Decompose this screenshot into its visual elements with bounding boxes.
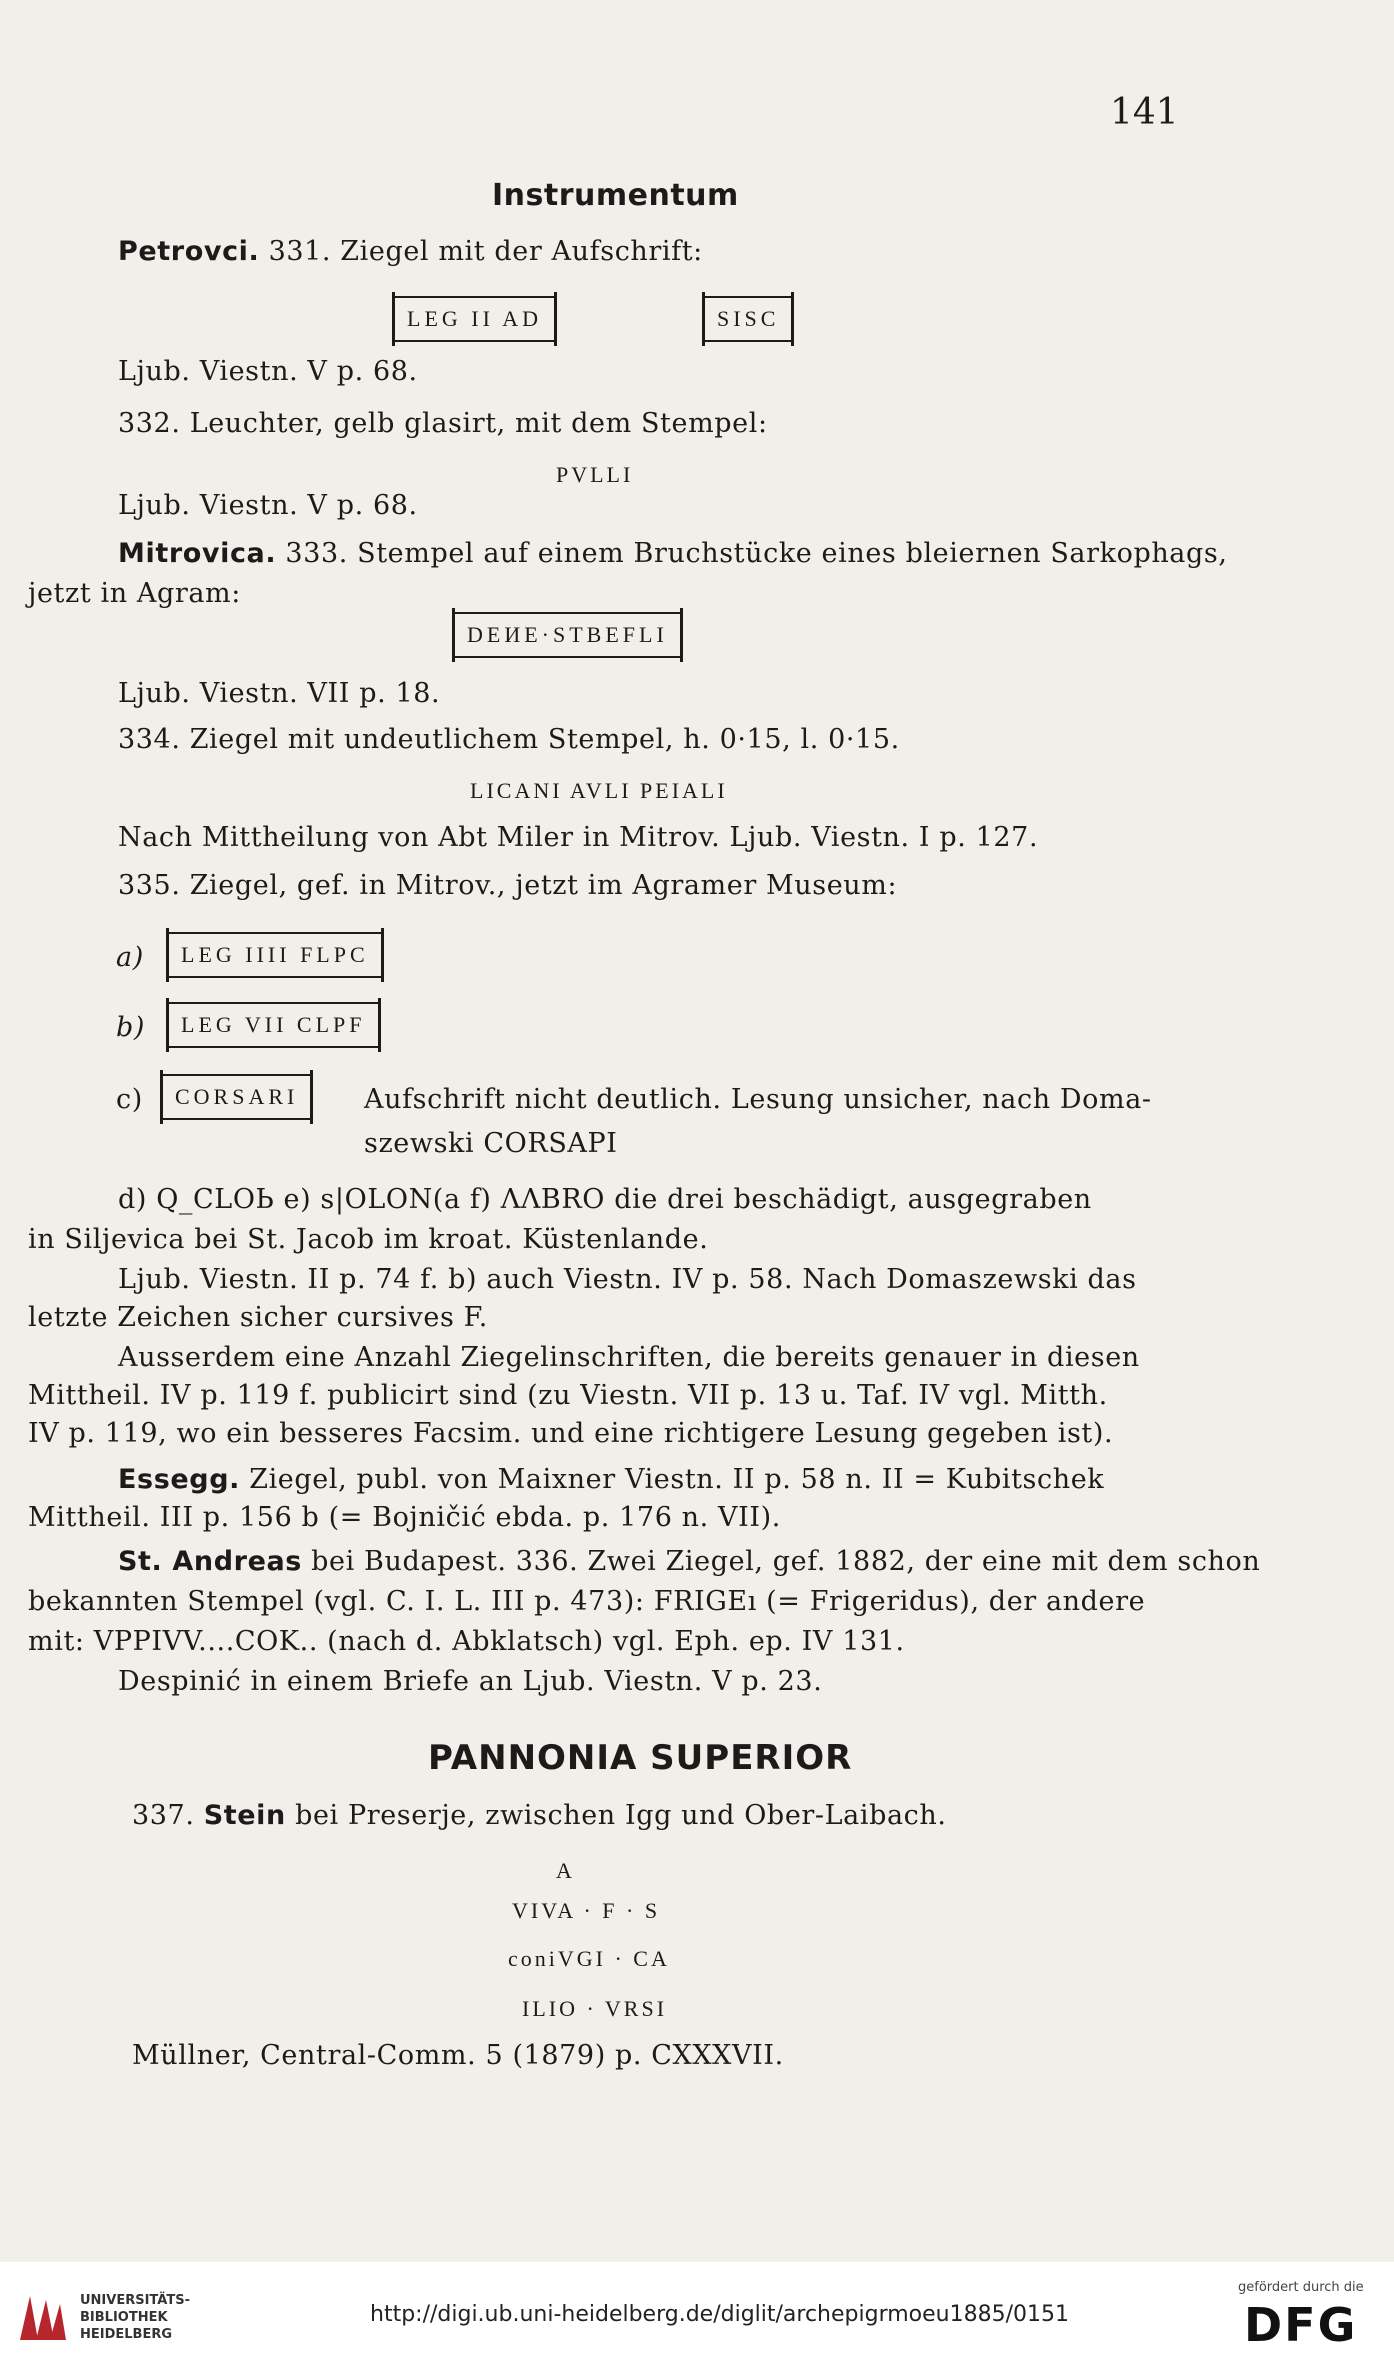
- text-line: Ljub. Viestn. V p. 68.: [118, 490, 418, 521]
- section-title: Instrumentum: [492, 178, 739, 213]
- text-line: IV p. 119, wo ein besseres Facsim. und eine richtigere Lesung gegeben ist).: [28, 1418, 1114, 1449]
- text-line: szewski CORSAPI: [364, 1128, 618, 1159]
- stamp-inscription: SISC: [702, 292, 794, 346]
- page-number: 141: [1110, 92, 1179, 133]
- stamp-inscription: LEG II AD: [392, 292, 557, 346]
- place-heading: Essegg.: [118, 1464, 241, 1495]
- text-line: jetzt in Agram:: [28, 578, 241, 609]
- text-line: Ausserdem eine Anzahl Ziegelinschriften, die bereits genauer in diesen: [118, 1342, 1140, 1373]
- item-label: a): [116, 942, 144, 973]
- text-line: 333. Stempel auf einem Bruchstücke eines bleiernen Sarkophags,: [285, 538, 1228, 569]
- text-line: in Siljevica bei St. Jacob im kroat. Küstenlande.: [28, 1224, 709, 1255]
- library-name: UNIVERSITÄTS- BIBLIOTHEK HEIDELBERG: [80, 2293, 190, 2342]
- permalink-link[interactable]: http://digi.ub.uni-heidelberg.de/diglit/archepigrmoeu1885/0151: [370, 2302, 1069, 2327]
- entry-essegg: [118, 1464, 1104, 1495]
- stamp-inscription: LEG IIII FLPC: [166, 928, 384, 982]
- place-heading: Stein: [203, 1800, 286, 1831]
- text-line: Mittheil. IV p. 119 f. publicirt sind (zu Viestn. VII p. 13 u. Taf. IV vgl. Mitth.: [28, 1380, 1108, 1411]
- entry-337: [132, 1800, 947, 1831]
- place-heading: Petrovci.: [118, 236, 260, 267]
- inscription-line: VIVA · F · S: [512, 1898, 661, 1923]
- text-line: Aufschrift nicht deutlich. Lesung unsicher, nach Doma-: [364, 1084, 1152, 1115]
- inscription-line: A: [556, 1858, 575, 1883]
- item-label: b): [116, 1012, 146, 1043]
- place-heading: Mitrovica.: [118, 538, 277, 569]
- inscription-line: ILIO · VRSI: [522, 1996, 668, 2021]
- text-line: mit: VPPIVV....COK.. (nach d. Abklatsch) vgl. Eph. ep. IV 131.: [28, 1626, 905, 1657]
- entry-333: [118, 538, 1228, 569]
- text-line: 332. Leuchter, gelb glasirt, mit dem Stempel:: [118, 408, 768, 439]
- stamp-inscription: DEИE·STBEFLI: [452, 608, 683, 662]
- stamp-inscription: LEG VII CLPF: [166, 998, 381, 1052]
- inscription-line: PVLLI: [556, 462, 634, 487]
- funding-note: gefördert durch die: [1238, 2280, 1364, 2295]
- inscription-line: LICANI AVLI PEIALI: [470, 778, 728, 803]
- section-heading: PANNONIA SUPERIOR: [428, 1738, 853, 1778]
- place-heading: St. Andreas: [118, 1546, 302, 1577]
- entry-number: 337.: [132, 1800, 195, 1831]
- text-line: Ljub. Viestn. V p. 68.: [118, 356, 418, 387]
- text-line: Ljub. Viestn. VII p. 18.: [118, 678, 441, 709]
- text-line: Mittheil. III p. 156 b (= Bojničić ebda. p. 176 n. VII).: [28, 1502, 781, 1533]
- entry-336: [118, 1546, 1260, 1577]
- text-line: 335. Ziegel, gef. in Mitrov., jetzt im Agramer Museum:: [118, 870, 898, 901]
- dfg-logo: DFG: [1244, 2298, 1358, 2352]
- text-line: bei Preserje, zwischen Igg und Ober-Laibach.: [295, 1800, 947, 1831]
- stamp-inscription: CORSARI: [160, 1070, 313, 1124]
- text-line: Ziegel, publ. von Maixner Viestn. II p. 58 n. II = Kubitschek: [249, 1464, 1105, 1495]
- viewer-footer: [0, 2262, 1394, 2361]
- text-line: Ljub. Viestn. II p. 74 f. b) auch Viestn. IV p. 58. Nach Domaszewski das: [118, 1264, 1137, 1295]
- entry-331: [118, 236, 703, 267]
- text-line: Despinić in einem Briefe an Ljub. Viestn. V p. 23.: [118, 1666, 823, 1697]
- item-label: c): [116, 1084, 143, 1115]
- inscription-line: coniVGI · CA: [508, 1946, 670, 1971]
- university-logo-icon: [16, 2290, 68, 2344]
- text-line: 331. Ziegel mit der Aufschrift:: [268, 236, 703, 267]
- text-line: 334. Ziegel mit undeutlichem Stempel, h. 0·15, l. 0·15.: [118, 724, 900, 755]
- text-line: letzte Zeichen sicher cursives F.: [28, 1302, 488, 1333]
- text-line: bei Budapest. 336. Zwei Ziegel, gef. 1882, der eine mit dem schon: [311, 1546, 1261, 1577]
- text-line: Müllner, Central-Comm. 5 (1879) p. CXXXVII.: [132, 2040, 784, 2071]
- text-line: d) Q_CLOЬ e) s|OLON(a f) ΛΛBRO die drei beschädigt, ausgegraben: [118, 1184, 1092, 1215]
- text-line: Nach Mittheilung von Abt Miler in Mitrov. Ljub. Viestn. I p. 127.: [118, 822, 1039, 853]
- text-line: bekannten Stempel (vgl. C. I. L. III p. 473): FRIGEı (= Frigeridus), der andere: [28, 1586, 1146, 1617]
